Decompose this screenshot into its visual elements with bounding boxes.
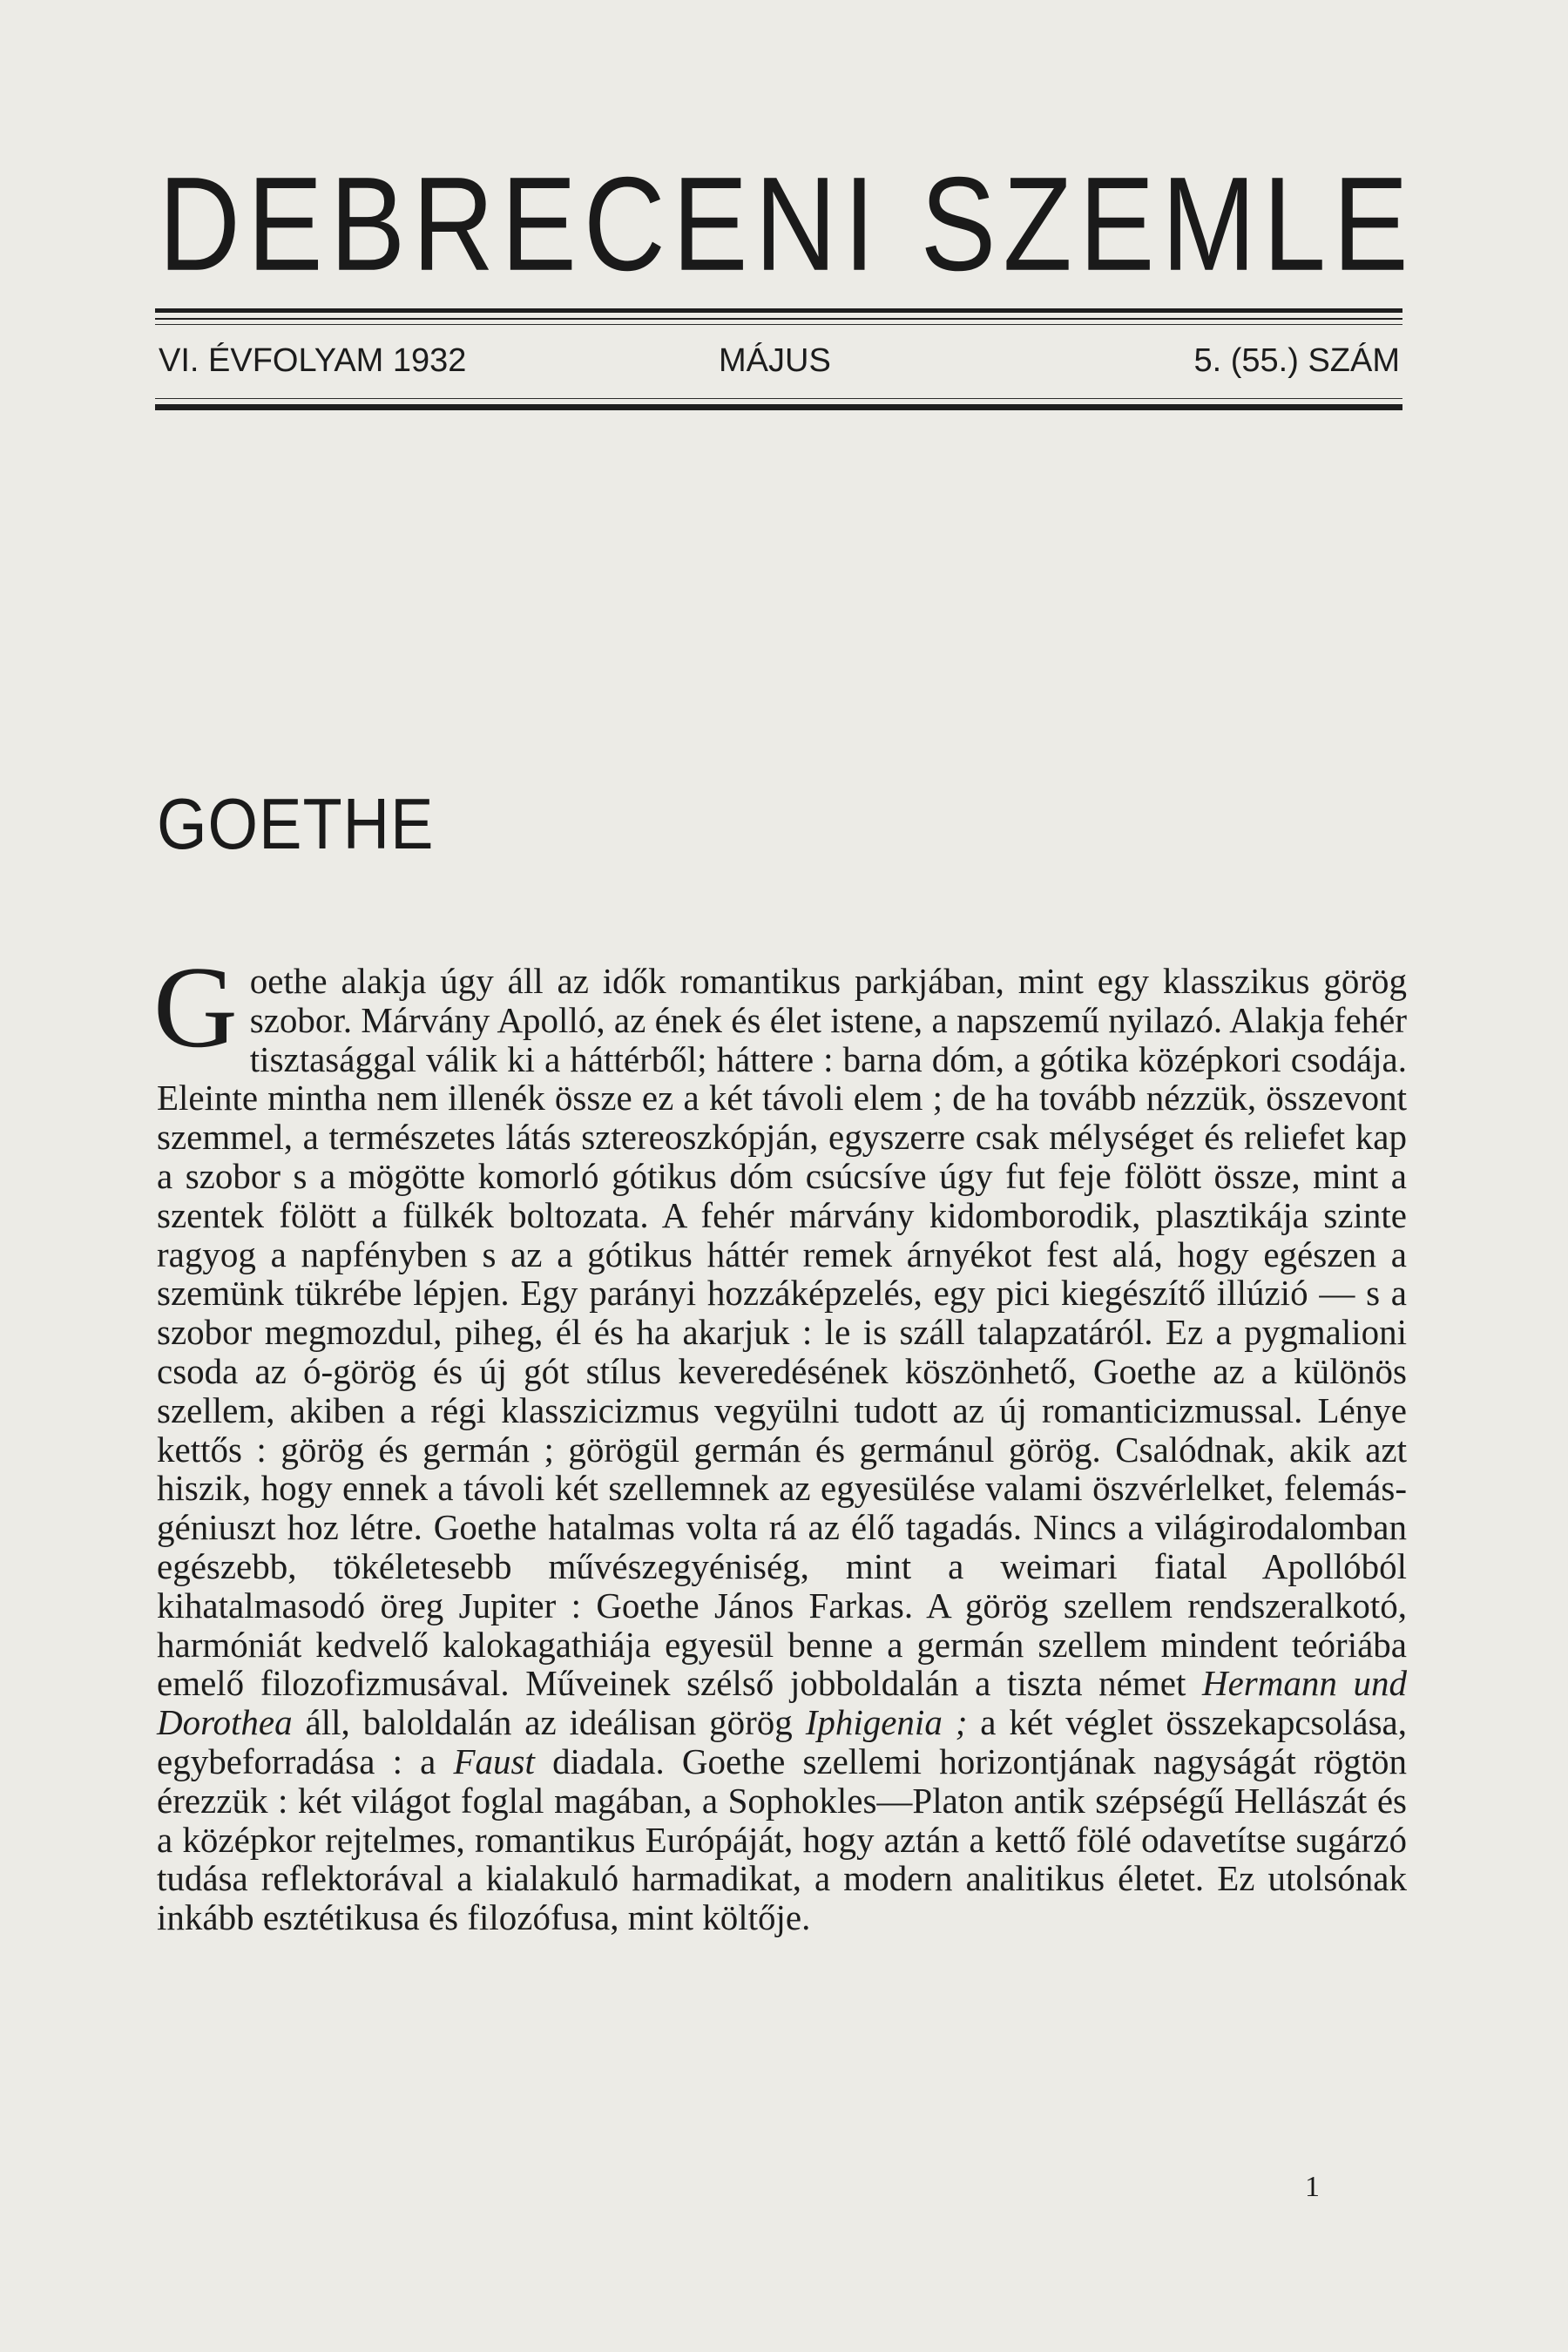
work-title-faust: Faust: [453, 1740, 535, 1781]
body-text-3: a két véglet összekapcsolása, egybeforradása : a: [157, 1702, 1407, 1781]
issue-number: 5. (55.) SZÁM: [1193, 342, 1400, 379]
issue-line: [159, 342, 1400, 384]
body-text-2: áll, baloldalán az ideálisan görög: [292, 1702, 806, 1743]
body-text-1: oethe alakja úgy áll az idők romantikus parkjában, mint egy klasszikus görög szobor. Márvány Apolló, az ének és élet istene, a napszemű nyilazó. Alakja fehér tisztasággal válik ki a háttérből; háttere : barna dóm, a gótika középkori csodája. Eleinte mintha nem illenék össze ez a két távoli elem ; de ha tovább nézzük, összevont szemmel, a természetes látás sztereoszkópján, egyszerre csak mélységet és reliefet kap a szobor s a mögötte komorló gótikus dóm csúcsíve úgy fut feje fölött össze, mint a szentek fölött a fülkék boltozata. A fehér márvány kidomborodik, plasztikája szinte ragyog a napfényben s az a gótikus háttér remek árnyékot fest alá, hogy egészen a szemünk tükrébe lépjen. Egy parányi hozzáképzelés, egy pici kiegészítő illúzió — s a szobor megmozdul, piheg, él és ha akarjuk : le is száll talapzatáról. Ez a pygmalioni csoda az ó-görög és új gót stílus keveredésének köszönhető, Goethe az a különös szellem, akiben a régi klasszicizmus vegyülni tudott az új romanticizmussal. Lénye kettős : görög és germán ; görögül germán és germánul görög. Csalódnak, akik azt hiszik, hogy ennek a távoli két szellemnek az egyesülése valami öszvérlelket, felemás-géniuszt hoz létre. Goethe hatalmas volta rá az élő tagadás. Nincs a világirodalomban egészebb, tökéletesebb művészegyéniség, mint a weimari fiatal Apollóból kihatalmasodó öreg Jupiter : Goethe János Farkas. A görög szellem rendszeralkotó, harmóniát kedvelő kalokagathiája egyesül benne a germán szellem mindent teóriába emelő filozofizmusával. Műveinek szélső jobboldalán a tiszta német: [157, 961, 1407, 1704]
work-title-iphigenia: Iphigenia ;: [805, 1702, 968, 1743]
drop-cap: G: [153, 943, 238, 1071]
issue-month: MÁJUS: [719, 342, 831, 379]
issue-volume: VI. ÉVFOLYAM 1932: [159, 342, 467, 379]
body-text-4: diadala. Goethe szellemi horizontjának nagyságát rögtön érezzük : két világot foglal magában, a Sophokles—Platon antik szépségű Hellászát és a középkor rejtelmes, romantikus Európáját, hogy aztán a kettő fölé odavetítse sugárzó tudása reflektorával a kialakuló harmadikat, a modern analitikus életet. Ez utolsónak inkább esztétikusa és filozófusa, mint költője.: [157, 1740, 1407, 1938]
work-title-hermann: Hermann und Dorothea: [157, 1663, 1407, 1743]
header-rule-top: [155, 308, 1402, 325]
page-number: 1: [1305, 2171, 1320, 2203]
journal-title: DEBRECENI SZEMLE: [159, 148, 1416, 299]
article-title: GOETHE: [157, 783, 435, 865]
header-rule-bottom: [155, 394, 1402, 410]
article-body: [153, 943, 1407, 1938]
